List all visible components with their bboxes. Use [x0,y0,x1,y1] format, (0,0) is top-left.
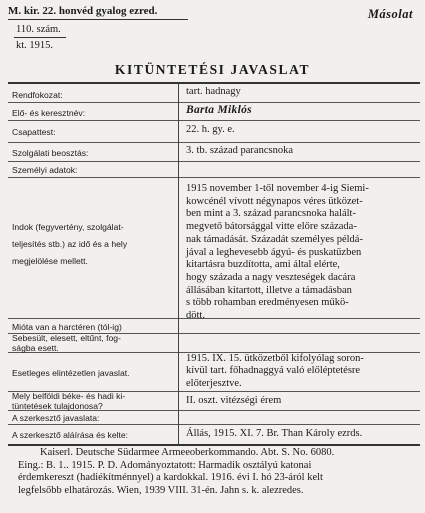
reasons-text-line: kowcénél vívott négynapos véres ütközet- [186,195,363,207]
wounded-label-line: Sebesült, elesett, eltűnt, fog- [12,333,121,343]
row-divider [8,161,420,162]
endorsement-line: Eing.: B. 1.. 1915. P. D. Adományoztatott: Harmadik osztályú katonai [18,459,312,471]
decorations-label-line: Mely belföldi béke- és hadi ki- [12,391,126,401]
document-number-underline [14,37,66,38]
endorsement-line: érdemkereszt (hadiékítménnyel) a kardokkal. 1916. évi I. hó 23-áról kelt [18,472,323,484]
previous-proposal-line: 1915. IX. 15. ütközetből kifolyólag soron- [186,353,364,364]
editor-proposal-label: A szerkesztő javaslata: [12,413,100,423]
unit-label: Csapattest: [12,127,56,137]
unit-header: M. kir. 22. honvéd gyalog ezred. [8,5,158,17]
name-label: Elő- és keresztnév: [12,108,86,118]
document-number: 110. szám. [16,24,61,35]
wounded-label [12,334,121,353]
row-divider [8,142,420,143]
unit-value: 22. h. gy. e. [186,124,235,135]
document-title: KITÜNTETÉSI JAVASLAT [114,62,311,77]
reasons-text-line: megvető bátorsággal vitte előre százada- [186,221,357,233]
endorsement-line: legfelsőbb elhatározás. Wien, 1939 VIII. 31-én. Jahn s. k. alezredes. [18,484,304,496]
reasons-label-line: teljesítés stb.) az idő és a hely [12,239,128,249]
reasons-label [12,219,127,270]
table-top-rule [8,82,420,84]
name-value: Barta Miklós [186,104,252,116]
reasons-text-line: s több rohamban eredményesen műkö- [186,297,349,309]
rank-value: tart. hadnagy [186,86,241,97]
personal-data-label: Személyi adatok: [12,165,78,175]
column-divider [178,83,179,445]
reasons-label-line: megjelölése mellett. [12,256,88,266]
previous-proposal-label: Esetleges elintézetlen javaslat. [12,368,130,378]
reasons-text-line: állásában kitartott, illetve a támadásban [186,284,352,296]
row-divider [8,177,420,178]
endorsement-text [18,447,335,497]
copy-mark: Másolat [367,7,413,21]
wounded-label-line: ságba esett. [12,342,59,353]
reasons-text-line: ben mint a 3. század parancsnoka halált- [186,208,356,220]
previous-proposal-line: előterjesztve. [186,377,242,389]
document-year: kt. 1915. [16,40,54,51]
position-value: 3. tb. század parancsnoka [186,145,293,156]
row-divider [8,102,420,103]
reasons-text-line: hogy százada a nagy veszteségek dacára [186,271,356,283]
decorations-label [12,392,125,411]
endorsement-line: Kaiserl. Deutsche Südarmee Armeeoberkommando. Abt. S. No. 6080. [40,447,335,458]
reasons-label-line: Indok (fegyvertény, szolgálat- [12,222,124,232]
reasons-text-line: jával a leghevesebb ágyú- és puskatűzben [186,246,362,258]
reasons-text-line: nak támadását. Századát személyes példá- [186,233,363,245]
reasons-text [186,183,414,323]
reasons-text-line: 1915 november 1-től november 4-ig Siemi- [186,183,369,194]
reasons-text-line: dött. [186,310,205,322]
position-label: Szolgálati beosztás: [12,148,89,158]
reasons-text-line: kitartásra buzdította, ami által elérte, [186,259,340,271]
decorations-label-line: tüntetések tulajdonosa? [12,400,103,411]
editor-signature-label: A szerkesztő aláírása és kelte: [12,430,129,440]
previous-proposal-text [186,353,414,390]
front-duration-label: Mióta van a harctéren (tól-ig) [12,322,122,332]
row-divider [8,424,420,425]
editor-signature-value: Állás, 1915. XI. 7. Br. Than Károly ezrds. [186,428,363,439]
previous-proposal-line: kívül tart. főhadnaggyá való előléptetésre [186,365,361,377]
decorations-value: II. oszt. vitézségi érem [186,395,282,406]
table-bottom-rule [8,444,420,446]
row-divider [8,120,420,121]
rank-label: Rendfokozat: [12,90,63,100]
unit-header-underline [8,19,188,20]
